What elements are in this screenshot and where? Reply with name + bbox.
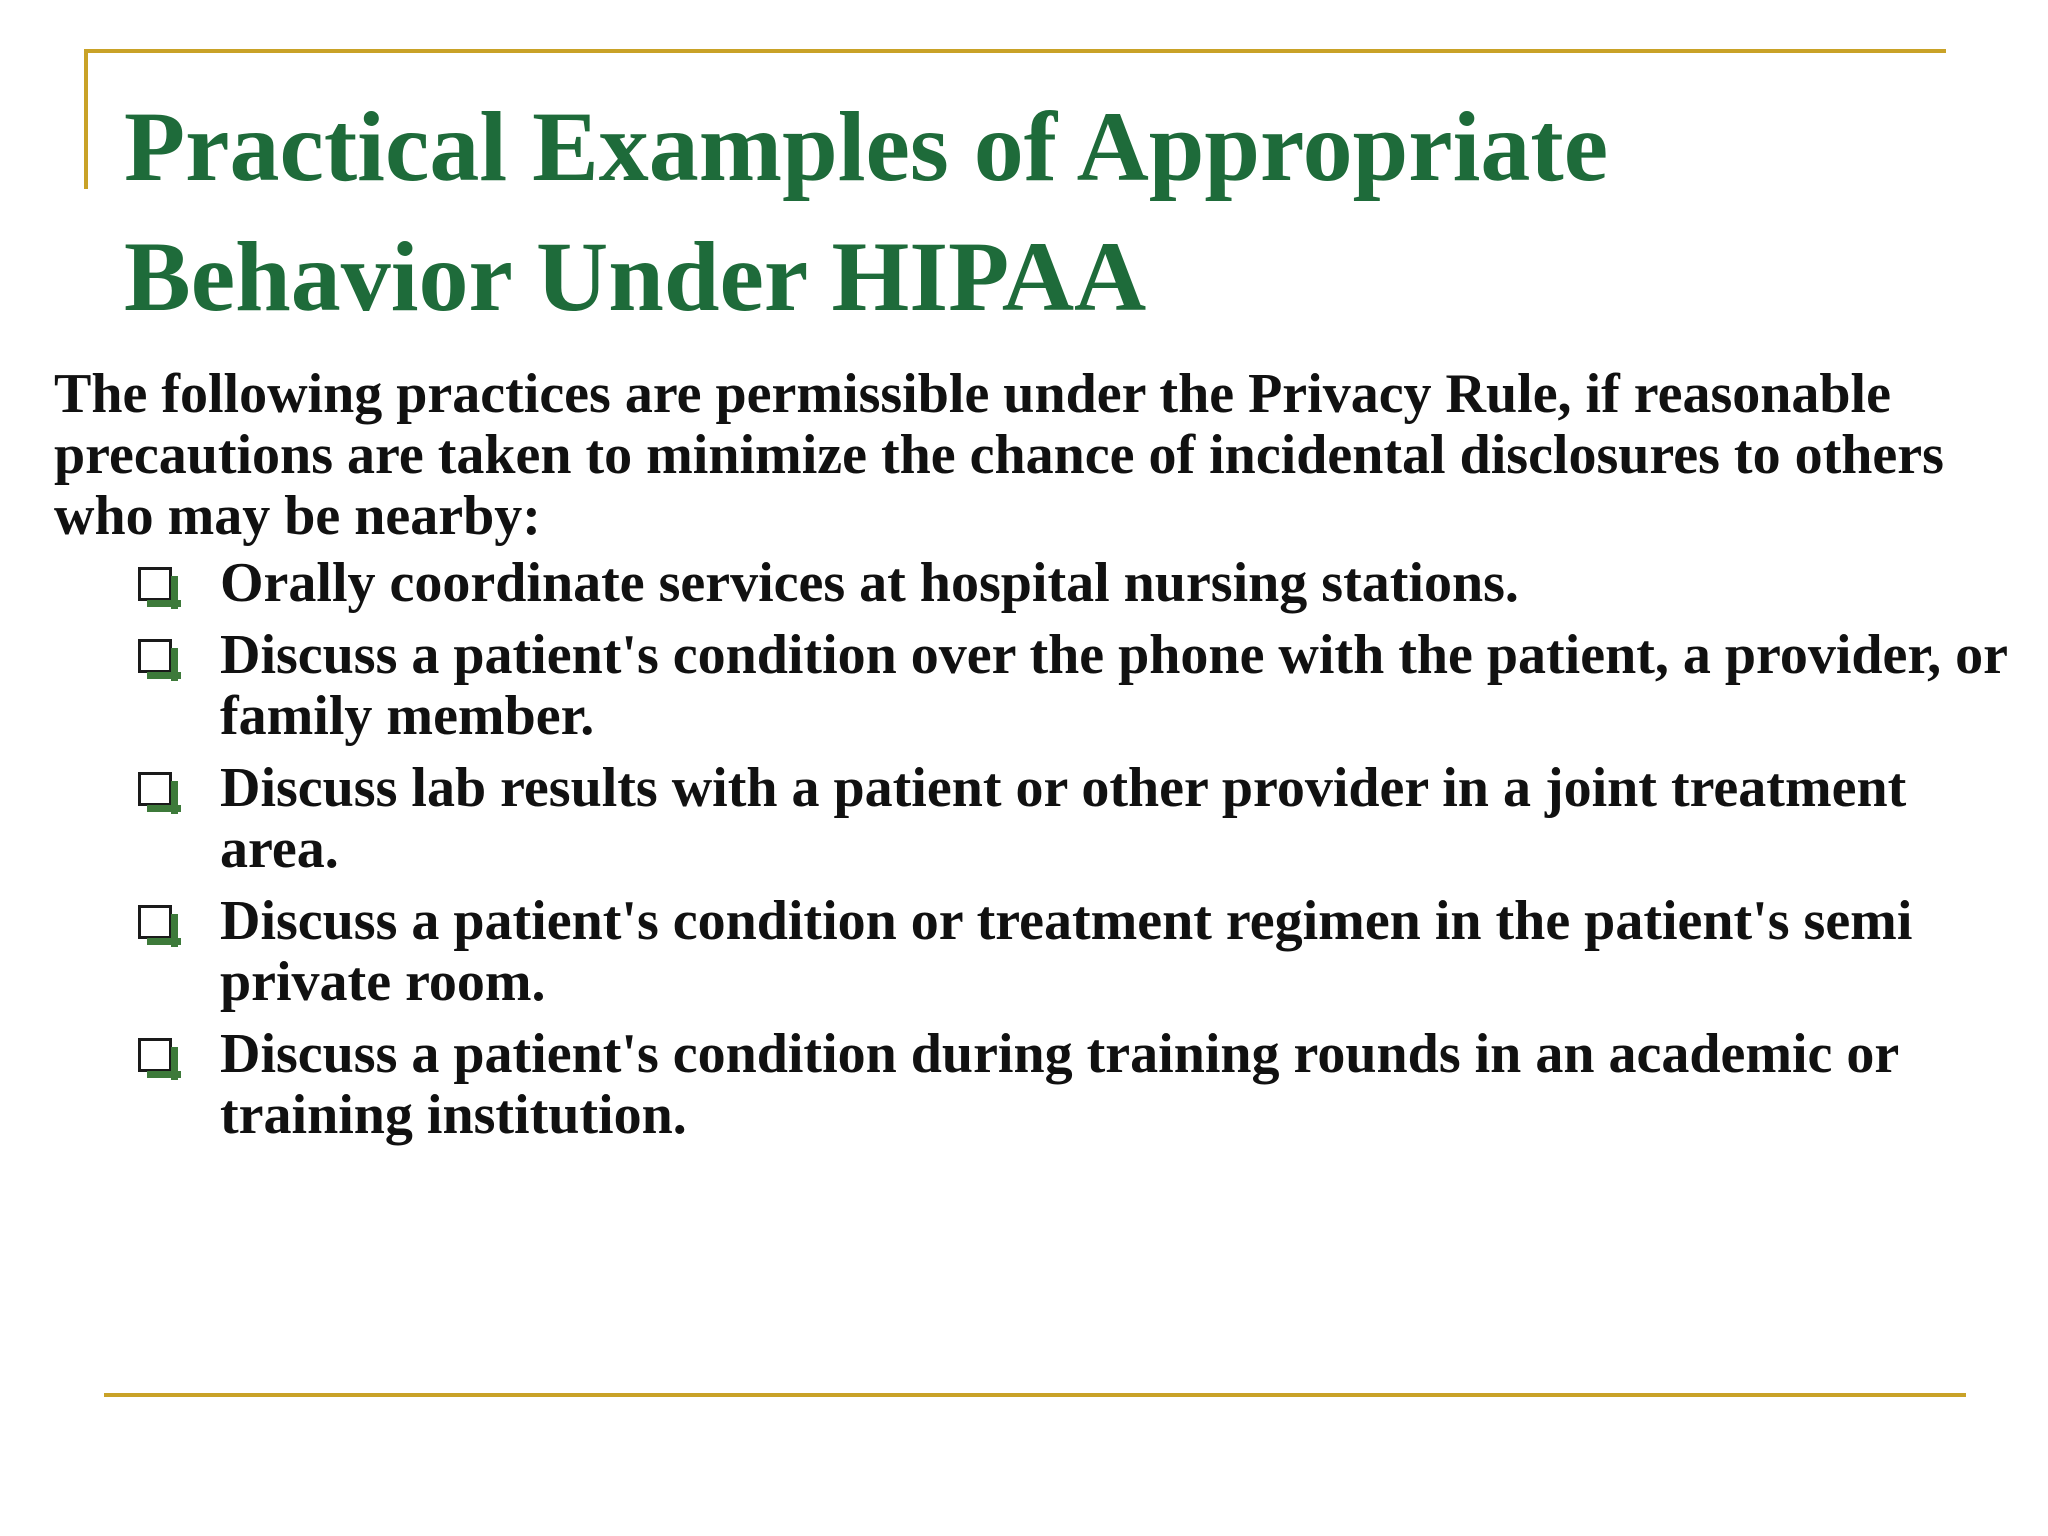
bullet-item	[134, 553, 2014, 614]
bullet-text: Discuss a patient's condition over the phone with the patient, a provider, or family member.	[220, 624, 2007, 747]
slide-content	[54, 364, 2014, 1157]
bullet-text: Orally coordinate services at hospital nursing stations.	[220, 552, 1519, 614]
checkbox-square-icon	[138, 772, 172, 806]
checkbox-square-icon	[138, 567, 172, 601]
bullet-item	[134, 758, 2014, 880]
bullet-item	[134, 1024, 2014, 1146]
bullet-text: Discuss lab results with a patient or other provider in a joint treatment area.	[220, 757, 1907, 880]
checkbox-square-icon	[138, 905, 172, 939]
bottom-rule-divider	[104, 1393, 1966, 1397]
top-rule-divider	[84, 49, 1946, 53]
slide-title: Practical Examples of Appropriate Behavior Under HIPAA	[124, 91, 1609, 332]
bullet-list	[54, 553, 2014, 1146]
left-rule-divider	[84, 49, 88, 189]
bullet-text: Discuss a patient's condition during training rounds in an academic or training institution.	[220, 1023, 1899, 1146]
checkbox-square-icon	[138, 1038, 172, 1072]
checkbox-square-icon	[138, 639, 172, 673]
bullet-item	[134, 891, 2014, 1013]
bullet-text: Discuss a patient's condition or treatment regimen in the patient's semi private room.	[220, 890, 1913, 1013]
bullet-item	[134, 625, 2014, 747]
intro-paragraph: The following practices are permissible under the Privacy Rule, if reasonable precautions are taken to minimize the chance of incidental disclosures to others who may be nearby:	[54, 363, 1944, 547]
